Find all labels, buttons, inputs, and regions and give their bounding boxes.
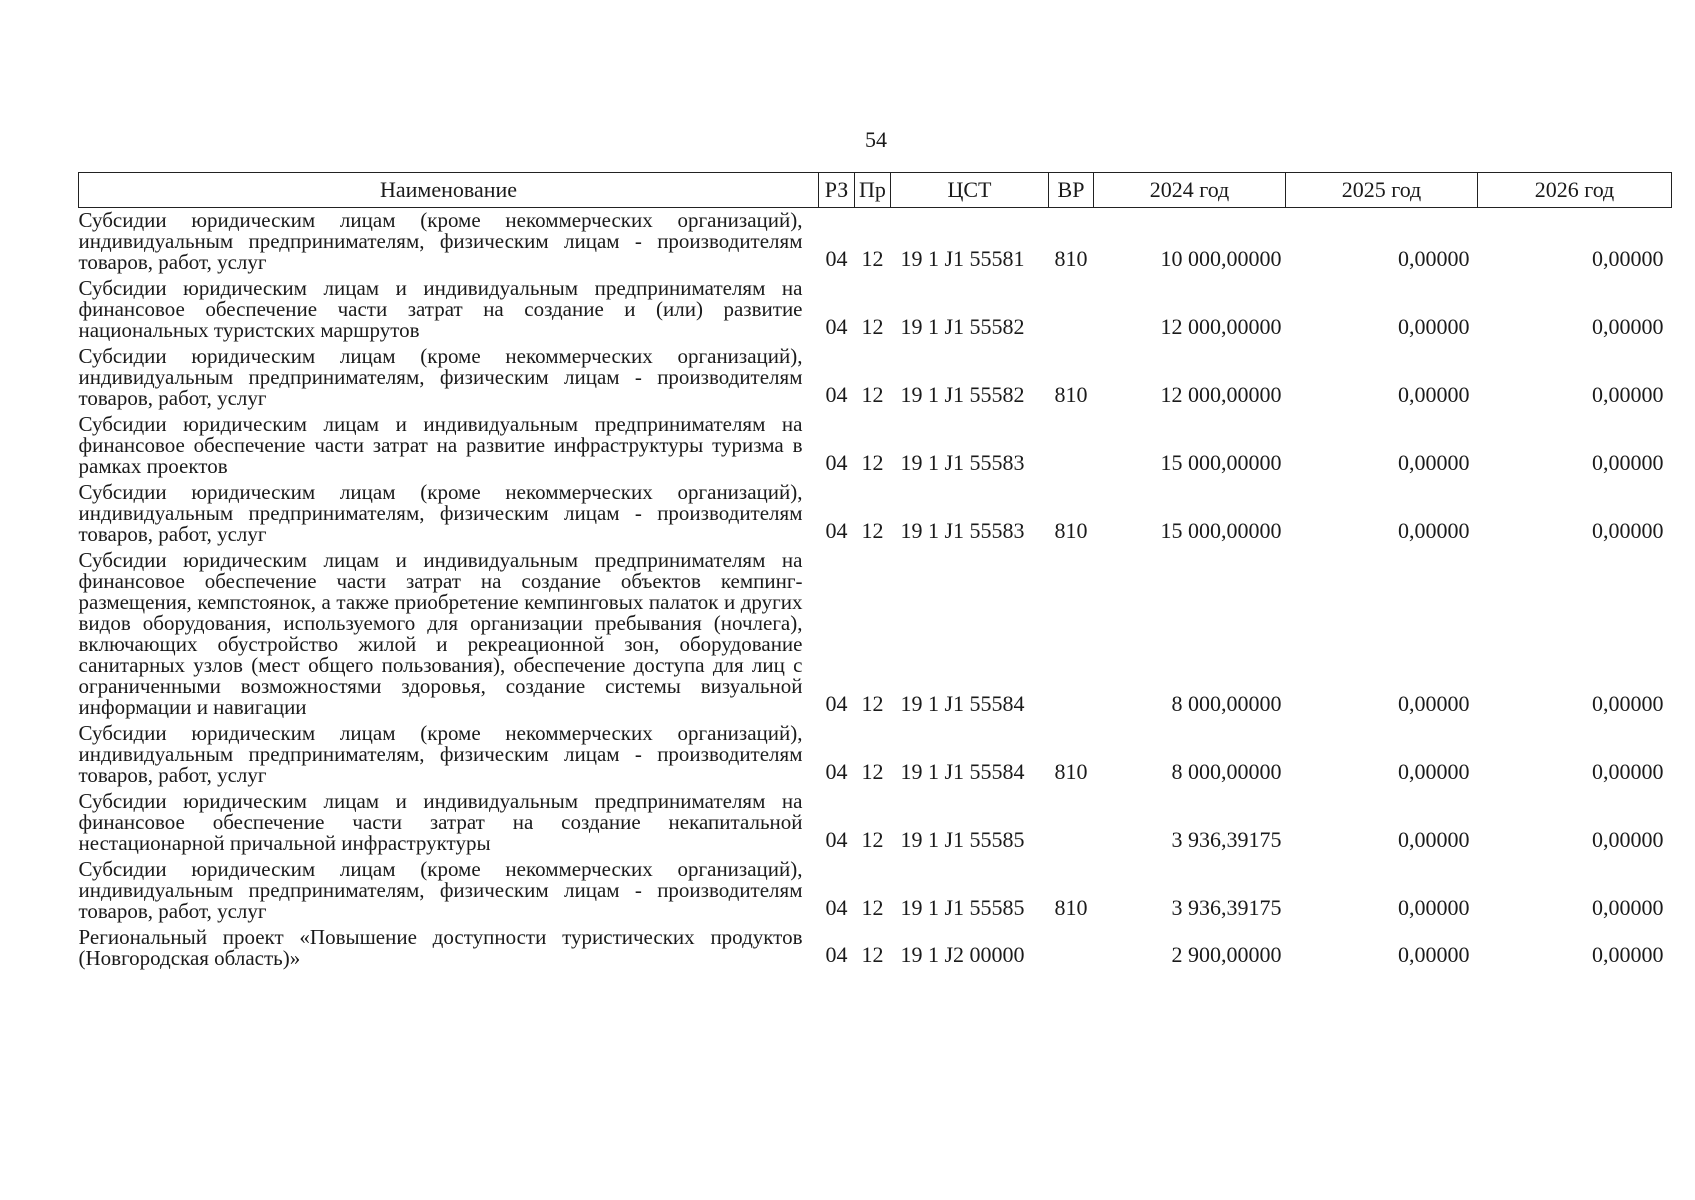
row-cst: 19 1 J1 55583	[900, 518, 1025, 543]
row-cst: 19 1 J1 55585	[900, 895, 1025, 920]
row-rz: 04	[825, 382, 848, 407]
table-header-row	[79, 173, 1672, 208]
row-2026: 0,00000	[1592, 759, 1664, 784]
row-vr: 810	[1054, 518, 1088, 543]
row-2025: 0,00000	[1398, 759, 1470, 784]
row-2025: 0,00000	[1398, 518, 1470, 543]
row-2024: 2 900,00000	[1171, 942, 1282, 967]
row-vr: 810	[1054, 382, 1088, 407]
row-vr	[1049, 548, 1094, 721]
row-cst: 19 1 J1 55584	[900, 691, 1025, 716]
row-2025: 0,00000	[1398, 827, 1470, 852]
page-number: 54	[865, 127, 887, 152]
row-2026: 0,00000	[1592, 942, 1664, 967]
row-2026: 0,00000	[1592, 314, 1664, 339]
row-name: Субсидии юридическим лицам и индивидуальным предпринимателям на финансовое обеспечение части затрат на создание и (или) развитие национальных туристских маршрутов	[78, 276, 803, 342]
row-pr: 12	[861, 827, 884, 852]
row-2026: 0,00000	[1592, 450, 1664, 475]
row-2026: 0,00000	[1592, 518, 1664, 543]
row-2024: 12 000,00000	[1160, 314, 1282, 339]
row-cst: 19 1 J1 55582	[900, 382, 1025, 407]
row-2025: 0,00000	[1398, 314, 1470, 339]
row-2026: 0,00000	[1592, 895, 1664, 920]
row-2025: 0,00000	[1398, 895, 1470, 920]
row-rz: 04	[825, 314, 848, 339]
row-2024: 3 936,39175	[1171, 827, 1282, 852]
row-2026: 0,00000	[1592, 382, 1664, 407]
row-name: Субсидии юридическим лицам (кроме некоммерческих организаций), индивидуальным предпринимателям, физическим лицам - производителям товаров, работ, услуг	[78, 208, 803, 274]
table-row	[79, 857, 1672, 925]
row-vr: 810	[1054, 759, 1088, 784]
table-row	[79, 412, 1672, 480]
budget-table	[78, 172, 1672, 972]
row-2026: 0,00000	[1592, 246, 1664, 271]
table-row	[79, 925, 1672, 972]
row-cst: 19 1 J1 55582	[900, 314, 1025, 339]
row-2024: 15 000,00000	[1160, 518, 1282, 543]
table-row	[79, 721, 1672, 789]
row-rz: 04	[825, 518, 848, 543]
row-name: Субсидии юридическим лицам (кроме некоммерческих организаций), индивидуальным предпринимателям, физическим лицам - производителям товаров, работ, услуг	[78, 344, 803, 410]
row-name: Субсидии юридическим лицам (кроме некоммерческих организаций), индивидуальным предпринимателям, физическим лицам - производителям товаров, работ, услуг	[78, 857, 803, 923]
row-vr: 810	[1054, 895, 1088, 920]
row-cst: 19 1 J1 55585	[900, 827, 1025, 852]
table-row	[79, 344, 1672, 412]
row-pr: 12	[861, 942, 884, 967]
row-2025: 0,00000	[1398, 450, 1470, 475]
row-vr	[1049, 925, 1094, 972]
table-row	[79, 548, 1672, 721]
row-2025: 0,00000	[1398, 942, 1470, 967]
row-name: Субсидии юридическим лицам и индивидуальным предпринимателям на финансовое обеспечение части затрат на создание некапитальной нестационарной причальной инфраструктуры	[78, 789, 803, 855]
row-2024: 3 936,39175	[1171, 895, 1282, 920]
row-2024: 8 000,00000	[1171, 691, 1282, 716]
table-row	[79, 208, 1672, 277]
row-vr	[1049, 789, 1094, 857]
table-row	[79, 276, 1672, 344]
row-rz: 04	[825, 450, 848, 475]
header-vr: ВР	[1049, 173, 1094, 208]
row-pr: 12	[861, 518, 884, 543]
row-pr: 12	[861, 246, 884, 271]
row-2025: 0,00000	[1398, 691, 1470, 716]
row-pr: 12	[861, 691, 884, 716]
header-name: Наименование	[79, 173, 819, 208]
row-pr: 12	[861, 759, 884, 784]
header-pr: Пр	[855, 173, 891, 208]
row-name: Субсидии юридическим лицам и индивидуальным предпринимателям на финансовое обеспечение части затрат на развитие инфраструктуры туризма в рамках проектов	[78, 412, 803, 478]
header-cst: ЦСТ	[891, 173, 1049, 208]
row-name: Субсидии юридическим лицам (кроме некоммерческих организаций), индивидуальным предпринимателям, физическим лицам - производителям товаров, работ, услуг	[78, 480, 803, 546]
row-cst: 19 1 J1 55581	[900, 246, 1025, 271]
row-pr: 12	[861, 382, 884, 407]
row-2024: 12 000,00000	[1160, 382, 1282, 407]
row-vr	[1049, 412, 1094, 480]
row-pr: 12	[861, 314, 884, 339]
row-name: Региональный проект «Повышение доступности туристических продуктов (Новгородская область)»	[78, 925, 803, 970]
row-cst: 19 1 J1 55584	[900, 759, 1025, 784]
row-2026: 0,00000	[1592, 827, 1664, 852]
header-2026: 2026 год	[1478, 173, 1672, 208]
row-2026: 0,00000	[1592, 691, 1664, 716]
row-rz: 04	[825, 691, 848, 716]
row-2024: 15 000,00000	[1160, 450, 1282, 475]
row-rz: 04	[825, 827, 848, 852]
row-2024: 10 000,00000	[1160, 246, 1282, 271]
row-rz: 04	[825, 246, 848, 271]
row-2024: 8 000,00000	[1171, 759, 1282, 784]
row-name: Субсидии юридическим лицам и индивидуальным предпринимателям на финансовое обеспечение части затрат на создание объектов кемпинг-размещения, кемпстоянок, а также приобретение кемпинговых палаток и других видов оборудования, используемого для организации пребывания (ночлега), включающих обустройство жилой и рекреационной зон, оборудование санитарных узлов (мест общего пользования), обеспечение доступа для лиц с ограниченными возможностями здоровья, создание системы визуальной информации и навигации	[78, 548, 803, 719]
row-pr: 12	[861, 895, 884, 920]
row-vr	[1049, 276, 1094, 344]
row-2025: 0,00000	[1398, 246, 1470, 271]
table-row	[79, 789, 1672, 857]
row-2025: 0,00000	[1398, 382, 1470, 407]
row-cst: 19 1 J1 55583	[900, 450, 1025, 475]
table-row	[79, 480, 1672, 548]
row-rz: 04	[825, 759, 848, 784]
row-vr: 810	[1054, 246, 1088, 271]
header-2025: 2025 год	[1286, 173, 1478, 208]
row-name: Субсидии юридическим лицам (кроме некоммерческих организаций), индивидуальным предпринимателям, физическим лицам - производителям товаров, работ, услуг	[78, 721, 803, 787]
row-pr: 12	[861, 450, 884, 475]
header-rz: РЗ	[819, 173, 855, 208]
row-cst: 19 1 J2 00000	[900, 942, 1025, 967]
header-2024: 2024 год	[1094, 173, 1286, 208]
row-rz: 04	[825, 942, 848, 967]
row-rz: 04	[825, 895, 848, 920]
